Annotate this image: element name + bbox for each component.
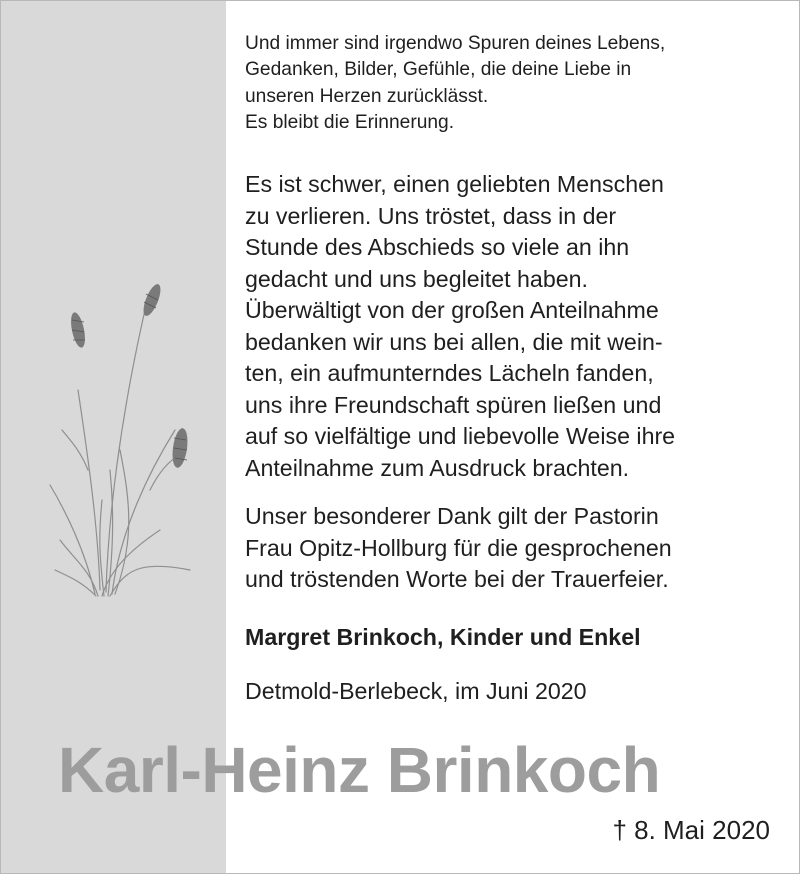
poem [245,31,785,136]
thanks-paragraph [245,169,795,484]
special-thanks-paragraph [245,501,795,596]
text-line: gedacht und uns begleitet haben. [245,265,588,292]
deceased-name: Karl-Heinz Brinkoch [58,734,661,806]
text-line: auf so vielfältige und liebevolle Weise ihre [245,423,676,449]
text-line: Es ist schwer, einen geliebten Menschen [245,171,664,197]
text-line: Unser besonderer Dank gilt der Pastorin [245,503,659,529]
poem-line: Und immer sind irgendwo Spuren deines Lebens, [245,33,666,54]
poem-line: Gedanken, Bilder, Gefühle, die deine Liebe in [245,59,632,81]
text-line: bedanken wir uns bei allen, die mit wein- [245,328,663,355]
text-line: uns ihre Freundschaft spüren ließen und [245,391,662,418]
wheat-grass-icon [40,270,210,610]
text-line: und tröstenden Worte bei der Trauerfeier. [245,566,669,592]
text-line: Frau Opitz-Hollburg für die gesprochenen [245,534,672,561]
poem-line: unseren Herzen zurücklässt. [245,85,489,107]
poem-line: Es bleibt die Erinnerung. [245,111,455,133]
text-line: ten, ein aufmunterndes Lächeln fanden, [245,360,654,386]
text-line: Anteilnahme zum Ausdruck brachten. [245,454,630,481]
text-line: Stunde des Abschieds so viele an ihn [245,234,630,260]
text-line: Überwältigt von der großen Anteilnahme [245,297,659,323]
text-line: zu verlieren. Uns tröstet, dass in der [245,202,617,229]
death-date: † 8. Mai 2020 [612,815,770,845]
signature: Margret Brinkoch, Kinder und Enkel [245,624,641,650]
place-date: Detmold-Berlebeck, im Juni 2020 [245,678,587,704]
